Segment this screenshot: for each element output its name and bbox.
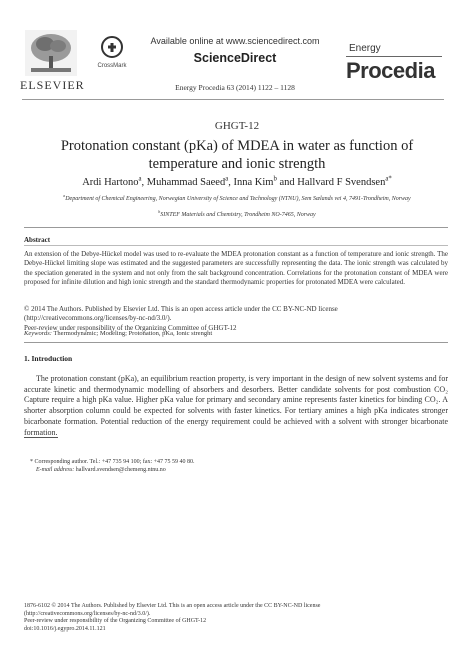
paper-title: Protonation constant (pKa) of MDEA in water as function of temperature and ionic strength bbox=[60, 138, 414, 172]
elsevier-tree-icon bbox=[25, 30, 77, 76]
author-affiliation-mark: a* bbox=[385, 175, 392, 183]
footer-issn-line: 1876-6102 © 2014 The Authors. Published by Elsevier Ltd. This is an open access article under the CC BY-NC-ND license bbox=[24, 603, 321, 609]
author-name: Inna Kim bbox=[233, 177, 274, 188]
sciencedirect-logo: ScienceDirect bbox=[193, 51, 277, 65]
elsevier-logo bbox=[20, 30, 85, 93]
keywords-list: Thermodynamic; Modeling; Protonation, pKa, Ionic strenght bbox=[51, 330, 213, 337]
author-name: Hallvard F Svendsen bbox=[297, 177, 386, 188]
footer-license-link[interactable]: (http://creativecommons.org/licenses/by-nc-nd/3.0/). bbox=[24, 610, 151, 617]
journal-reference: Energy Procedia 63 (2014) 1122 – 1128 bbox=[175, 83, 295, 92]
section-heading: 1. Introduction bbox=[24, 354, 73, 363]
affiliation-mark: a bbox=[63, 194, 66, 198]
author-affiliation-mark: a bbox=[138, 175, 142, 183]
affiliation-mark: b bbox=[158, 210, 161, 214]
affiliation-text: Department of Chemical Engineering, Norwegian University of Science and Technology (NTNU), Sem Sælands vei 4, 7491-Trondheim, Norway bbox=[65, 196, 411, 202]
author-affiliation-mark: b bbox=[273, 175, 277, 183]
keywords bbox=[24, 330, 448, 337]
footnote-corresponding: * Corresponding author. Tel.: +47 735 94 100; fax: +47 75 59 40 80. bbox=[30, 459, 195, 465]
conference-label: GHGT-12 bbox=[214, 120, 260, 132]
header-divider bbox=[22, 99, 444, 100]
crossmark-icon bbox=[101, 36, 123, 58]
section-body: The protonation constant (pKa), an equilibrium reaction property, is very important in the design of new solvent systems and for accurate kinetic and thermodynamic modelling of absorbers and desorbers. Better candidate solvents for post combustion CO₂ Capture require a high pKa value. Higher pKa value for primary and secondary amine represents faster kinetics for binding CO₂. A shorter absorption column could be expected for solvents with faster kinetics. For tertiary amines a high pKa indicates stronger bicarbonate formation. Potential reduction of the energy requirement could be achieved with a solvent with stronger bicarbonate formation. bbox=[24, 374, 448, 437]
author-name: Ardi Hartono bbox=[82, 177, 139, 188]
affiliation-text: SINTEF Materials and Chemistry, Trondheim NO-7465, Norway bbox=[160, 212, 316, 218]
abstract-heading: Abstract bbox=[24, 236, 51, 244]
keywords-label: Keywords: bbox=[24, 330, 52, 337]
footnote-divider bbox=[24, 437, 58, 438]
email-address[interactable]: hallvard.svendsen@chemeng.ntnu.no bbox=[74, 467, 166, 473]
abstract-bottom-divider bbox=[24, 342, 448, 343]
available-online: Available online at www.sciencedirect.com bbox=[150, 36, 320, 46]
author-list bbox=[20, 177, 454, 188]
publisher-logo-text: ELSEVIER bbox=[20, 78, 85, 92]
footer-peer-review: Peer-review under responsibility of the Organizing Committee of GHGT-12 bbox=[24, 618, 207, 625]
license-block bbox=[24, 305, 448, 333]
footer-doi[interactable]: doi:10.1016/j.egypro.2014.11.121 bbox=[24, 625, 106, 632]
journal-logo-divider bbox=[346, 56, 442, 57]
author-separator: , bbox=[228, 177, 234, 188]
author-separator: and bbox=[276, 177, 298, 188]
abstract-top-divider bbox=[24, 227, 448, 228]
affiliation bbox=[20, 212, 454, 218]
crossmark-label: CrossMark bbox=[97, 63, 127, 69]
author-affiliation-mark: a bbox=[225, 175, 229, 183]
email-label: E-mail address: bbox=[36, 467, 75, 473]
author-separator: , bbox=[141, 177, 147, 188]
crossmark-badge[interactable] bbox=[92, 36, 132, 69]
author-name: Muhammad Saeed bbox=[146, 177, 226, 188]
journal-logo-procedia: Procedia bbox=[346, 58, 435, 83]
affiliation bbox=[20, 196, 454, 202]
license-link[interactable]: (http://creativecommons.org/licenses/by-nc-nd/3.0/). bbox=[24, 314, 172, 323]
page-footer bbox=[24, 603, 454, 633]
peer-review-line: Peer-review under responsibility of the Organizing Committee of GHGT-12 bbox=[24, 323, 237, 332]
journal-logo-energy: Energy bbox=[349, 43, 381, 54]
abstract-heading-divider bbox=[24, 245, 448, 246]
license-line: © 2014 The Authors. Published by Elsevier Ltd. This is an open access article under the CC BY-NC-ND license bbox=[24, 305, 338, 313]
footnote-email bbox=[36, 467, 166, 473]
abstract-body: An extension of the Debye-Hückel model was used to re-evaluate the MDEA protonation constant as a function of temperature and ionic strength. The Debye-Hückel limiting slope was estimated and the suggested parameters are successfully representing the data. The ionic strength was calculated by the speciation generated in the system and not only from the salt background concentration. Correlations for the protonation constant of MDEA were proposed for infinite dilution and high ionic strength and the standard thermodynamic properties for protonated MDEA were calculated. bbox=[24, 250, 448, 286]
